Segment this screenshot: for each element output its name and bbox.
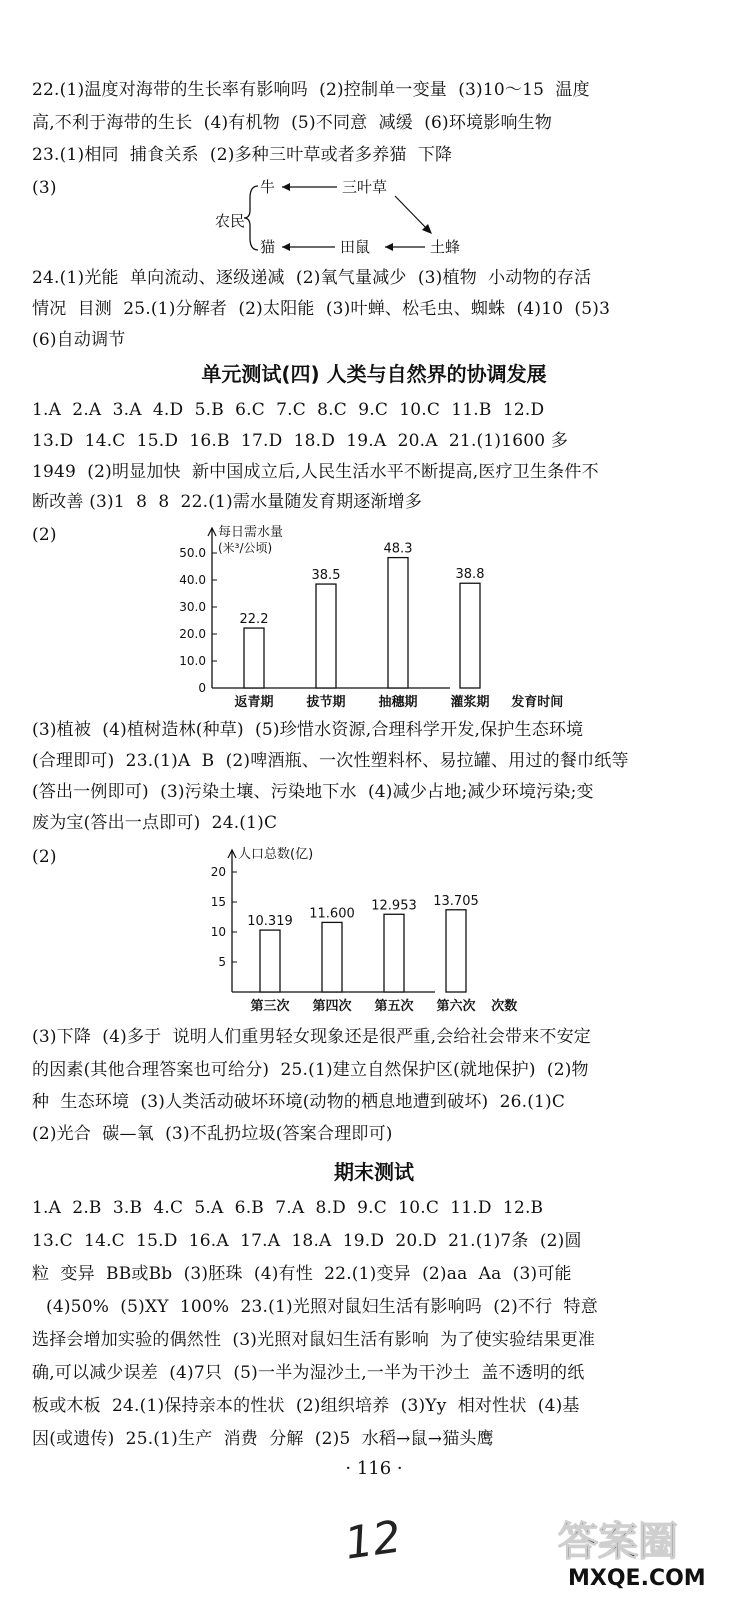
y-tick-label: 10 — [210, 925, 226, 939]
section-heading-unit4: 单元测试(四) 人类与自然界的协调发展 — [201, 362, 547, 386]
food-web-farmer: 农民 — [215, 212, 246, 230]
x-tick-label: 第三次 — [250, 999, 290, 1014]
bar — [316, 584, 336, 688]
answer-line: 22.(1)温度对海带的生长率有影响吗 (2)控制单一变量 (3)10～15 温度 — [32, 80, 590, 100]
answer-line: 1.A 2.B 3.B 4.C 5.A 6.B 7.A 8.D 9.C 10.C 11.D 12.B — [32, 1198, 544, 1218]
food-web-diagram — [200, 172, 500, 262]
watermark-logo — [538, 1510, 738, 1590]
bar — [388, 558, 408, 688]
data-label: 38.8 — [455, 567, 485, 583]
answer-line: 板或木板 24.(1)保持亲本的性状 (2)组织培养 (3)Yy 相对性状 (4)基 — [32, 1396, 580, 1416]
handwritten-note: 12 — [341, 1511, 405, 1570]
answer-line: 1949 (2)明显加快 新中国成立后,人民生活水平不断提高,医疗卫生条件不 — [32, 462, 599, 482]
answer-line: 废为宝(答出一点即可) 24.(1)C — [32, 813, 278, 833]
food-web-cow: 牛 — [260, 178, 276, 196]
answer-line: (3)下降 (4)多于 说明人们重男轻女现象还是很严重,会给社会带来不安定 — [32, 1027, 591, 1047]
answer-line: (3)植被 (4)植树造林(种草) (5)珍惜水资源,合理科学开发,保护生态环境 — [32, 720, 584, 740]
food-web-bee: 土蜂 — [430, 238, 461, 256]
x-tick-label: 返青期 — [234, 695, 274, 710]
y-tick-label: 50.0 — [179, 546, 206, 560]
answer-line: 24.(1)光能 单向流动、逐级递减 (2)氧气量减少 (3)植物 小动物的存活 — [32, 268, 592, 288]
svg-text:答案圈: 答案圈 — [558, 1519, 678, 1565]
bar — [322, 922, 342, 992]
y-tick-label: 20 — [210, 865, 226, 879]
section-heading-final: 期末测试 — [334, 1160, 414, 1184]
y-axis-unit: (米³/公顷) — [218, 541, 273, 555]
x-tick-label: 第六次 — [436, 999, 476, 1014]
answer-line: 确,可以减少误差 (4)7只 (5)一半为湿沙土,一半为干沙土 盖不透明的纸 — [32, 1363, 585, 1383]
y-tick-label: 20.0 — [179, 627, 206, 641]
x-axis-label: 发育时间 — [511, 695, 564, 710]
answer-line: 粒 变异 BB或Bb (3)胚珠 (4)有性 22.(1)变异 (2)aa Aa (3)可能 — [32, 1264, 572, 1284]
bar — [460, 583, 480, 688]
y-tick-label: 0 — [198, 681, 206, 695]
food-web-cat: 猫 — [260, 238, 276, 256]
answer-line: (答出一例即可) (3)污染土壤、污染地下水 (4)减少占地;减少环境污染;变 — [32, 782, 594, 802]
population-chart — [190, 842, 518, 1017]
page-number: · 116 · — [345, 1458, 403, 1479]
bar — [244, 628, 264, 688]
answer-line: 高,不利于海带的生长 (4)有机物 (5)不同意 减缓 (6)环境影响生物 — [32, 113, 553, 133]
y-tick-label: 10.0 — [179, 654, 206, 668]
answer-line: 1.A 2.A 3.A 4.D 5.B 6.C 7.C 8.C 9.C 10.C 11.B 12.D — [32, 400, 545, 420]
answer-line: (合理即可) 23.(1)A B (2)啤酒瓶、一次性塑料杯、易拉罐、用过的餐巾纸等 — [32, 751, 629, 771]
x-tick-label: 第四次 — [312, 999, 352, 1014]
food-web-clover: 三叶草 — [342, 178, 388, 196]
data-label: 48.3 — [383, 541, 413, 557]
answer-line: 情况 目测 25.(1)分解者 (2)太阳能 (3)叶蝉、松毛虫、蜘蛛 (4)10 (5)3 — [32, 299, 611, 319]
arrow-clover-bee — [395, 196, 430, 232]
y-axis-label: 人口总数(亿) — [238, 847, 314, 862]
answer-line: 23.(1)相同 捕食关系 (2)多种三叶草或者多养猫 下降 — [32, 145, 453, 165]
data-label: 12.953 — [371, 898, 417, 914]
y-axis-label: 每日需水量 — [218, 525, 284, 540]
answer-line: 种 生态环境 (3)人类活动破坏环境(动物的栖息地遭到破坏) 26.(1)C — [32, 1092, 566, 1112]
answer-line: 13.C 14.C 15.D 16.A 17.A 18.A 19.D 20.D 21.(1)7条 (2)圆 — [32, 1231, 582, 1251]
x-axis-label: 次数 — [491, 999, 518, 1014]
bar — [260, 930, 280, 992]
data-label: 13.705 — [433, 893, 479, 909]
answer-line: 13.D 14.C 15.D 16.B 17.D 18.D 19.A 20.A 21.(1)1600 多 — [32, 431, 569, 451]
brace — [244, 186, 258, 250]
y-tick-label: 40.0 — [179, 573, 206, 587]
water-demand-chart — [160, 520, 564, 720]
data-label: 22.2 — [239, 612, 269, 628]
x-tick-label: 抽穗期 — [378, 695, 418, 710]
y-tick-label: 5 — [218, 955, 226, 969]
y-tick-label: 15 — [210, 895, 226, 909]
data-label: 10.319 — [247, 914, 293, 930]
answer-line: 的因素(其他合理答案也可给分) 25.(1)建立自然保护区(就地保护) (2)物 — [32, 1060, 589, 1080]
y-tick-label: 30.0 — [179, 600, 206, 614]
x-tick-label: 第五次 — [374, 999, 414, 1014]
answer-line: (4)50% (5)XY 100% 23.(1)光照对鼠妇生活有影响吗 (2)不行 特意 — [46, 1297, 598, 1317]
data-label: 11.600 — [309, 906, 355, 922]
answer-line: (2)光合 碳—氧 (3)不乱扔垃圾(答案合理即可) — [32, 1124, 393, 1144]
bar — [446, 910, 466, 992]
bar — [384, 914, 404, 992]
data-label: 38.5 — [311, 568, 341, 584]
answer-line: (2) — [32, 525, 57, 545]
answer-line: (3) — [32, 178, 57, 198]
answer-line: (6)自动调节 — [32, 330, 126, 350]
x-tick-label: 拔节期 — [306, 695, 346, 710]
answer-line: 选择会增加实验的偶然性 (3)光照对鼠妇生活有影响 为了使实验结果更准 — [32, 1330, 596, 1350]
food-web-mouse: 田鼠 — [340, 238, 371, 256]
answer-line: 断改善 (3)1 8 8 22.(1)需水量随发育期逐渐增多 — [32, 492, 423, 512]
answer-line: 因(或遗传) 25.(1)生产 消费 分解 (2)5 水稻→鼠→猫头鹰 — [32, 1429, 494, 1449]
x-tick-label: 灌浆期 — [450, 695, 490, 710]
svg-text:MXQE.COM: MXQE.COM — [568, 1566, 706, 1591]
answer-line: (2) — [32, 847, 57, 867]
